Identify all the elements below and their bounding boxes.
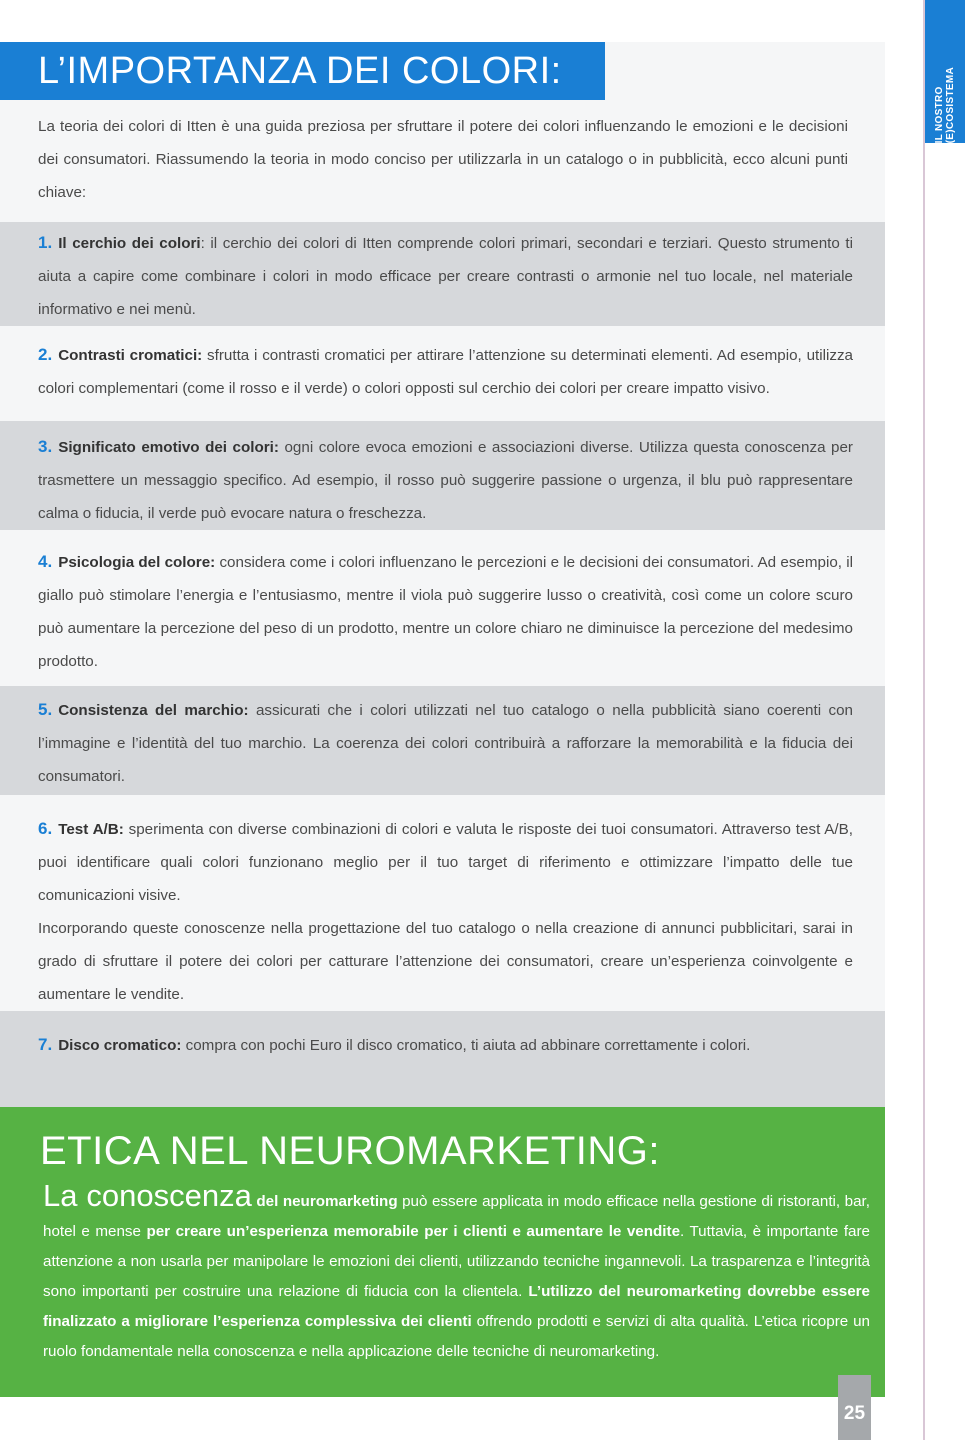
point-5 [0, 686, 885, 795]
point-number: 2. [38, 345, 53, 364]
point-text: assicurati che i colori utilizzati nel tuo catalogo o nella pubblicità siano coerenti con l’immagine e l’identità del tuo marchio. La coerenza dei colori contribuirà a rafforzare la memorabilità e la fiducia dei consumatori. [38, 702, 853, 785]
point-text: sperimenta con diverse combinazioni di colori e valuta le risposte dei tuoi consumatori. Attraverso test A/B, puoi identificare quali colori funzionano meglio per il tuo target di riferimento e ottimizzare l’impatto delle tue comunicazioni visive. [38, 821, 853, 904]
point-6-conclusion: Incorporando queste conoscenze nella progettazione del tuo catalogo o nella creazione di annunci pubblicitari, sarai in grado di sfruttare il potere dei colori per catturare l’attenzione dei consumatori, creare un’esperienza coinvolgente e aumentare le vendite. [38, 920, 853, 1003]
point-term: Consistenza del marchio: [58, 702, 249, 719]
point-number: 1. [38, 233, 53, 252]
point-2 [0, 326, 885, 421]
ethics-text-1: può essere applicata in modo efficace nella gestione di ristoranti, bar, hotel e mense [43, 1193, 870, 1240]
ethics-bold-3: L’utilizzo del neuromarketing dovrebbe essere finalizzato a migliorare l’esperienza complessiva dei clienti [43, 1283, 870, 1330]
point-term: Test A/B: [58, 821, 124, 838]
point-7 [0, 1011, 885, 1107]
point-number: 3. [38, 437, 53, 456]
point-number: 5. [38, 700, 53, 719]
page-title: L’IMPORTANZA DEI COLORI: [0, 42, 605, 100]
point-term: Significato emotivo dei colori: [58, 439, 279, 456]
point-text: considera come i colori influenzano le percezioni e le decisioni dei consumatori. Ad esempio, il giallo può stimolare l’energia e l’entusiasmo, mentre il viola può suggerire lusso o creatività, così come un colore scuro può aumentare la percezione del peso di un prodotto, mentre un colore chiaro ne diminuisce la percezione del medesimo prodotto. [38, 554, 853, 670]
ethics-bold-1: del neuromarketing [251, 1193, 398, 1210]
ethics-text-3: offrendo prodotti e servizi di alta qualità. L’etica ricopre un ruolo fondamentale nella conoscenza e nella applicazione delle tecniche di neuromarketing. [43, 1313, 871, 1360]
point-3 [0, 421, 885, 530]
point-text: : il cerchio dei colori di Itten comprende colori primari, secondari e terziari. Questo strumento ti aiuta a capire come combinare i colori in modo efficace per creare contrasti o armonie nel tuo locale, nel materiale informativo e nei menù. [38, 235, 854, 318]
section-tab [925, 0, 965, 143]
point-4 [0, 530, 885, 686]
ethics-bold-2: per creare un’esperienza memorabile per i clienti e aumentare le vendite [146, 1223, 681, 1240]
point-term: Psicologia del colore: [58, 554, 216, 571]
intro-paragraph: La teoria dei colori di Itten è una guida preziosa per sfruttare il potere dei colori influenzando le emozioni e le decisioni dei consumatori. Riassumendo la teoria in modo conciso per utilizzarla in un catalogo o in pubblicità, ecco alcuni punti chiave: [38, 118, 848, 201]
ethics-paragraph [43, 1178, 871, 1367]
point-text: compra con pochi Euro il disco cromatico, ti aiuta ad abbinare correttamente i colori. [181, 1037, 751, 1054]
ethics-title: ETICA NEL NEUROMARKETING: [40, 1129, 660, 1173]
point-term: Il cerchio dei colori [58, 235, 201, 252]
point-number: 4. [38, 552, 53, 571]
point-text: ogni colore evoca emozioni e associazioni diverse. Utilizza questa conoscenza per trasmettere un messaggio specifico. Ad esempio, il rosso può suggerire passione o urgenza, il blu può rappresentare calma o fiducia, il verde può evocare natura o freschezza. [38, 439, 853, 522]
section-tab-label: IL NOSTRO (E)COSISTEMA [934, 66, 956, 143]
page-number: 25 [838, 1375, 871, 1440]
point-number: 6. [38, 819, 53, 838]
point-text: sfrutta i contrasti cromatici per attirare l’attenzione su determinati elementi. Ad esempio, utilizza colori complementari (come il rosso e il verde) o colori opposti sul cerchio dei colori per creare impatto visivo. [38, 347, 853, 397]
point-term: Disco cromatico: [58, 1037, 182, 1054]
point-term: Contrasti cromatici: [58, 347, 203, 364]
sidebar-divider [923, 0, 925, 1440]
ethics-section [0, 1107, 885, 1397]
point-1 [0, 222, 885, 326]
ethics-lead: La conoscenza [43, 1178, 252, 1213]
point-number: 7. [38, 1035, 53, 1054]
point-6 [0, 795, 885, 1011]
ethics-text-2: . Tuttavia, è importante fare attenzione a non usarla per manipolare le emozioni dei clienti, utilizzando tecniche ingannevoli. La trasparenza e l’integrità sono importanti per costruire una relazione di fiducia con la clientela. [43, 1223, 871, 1300]
